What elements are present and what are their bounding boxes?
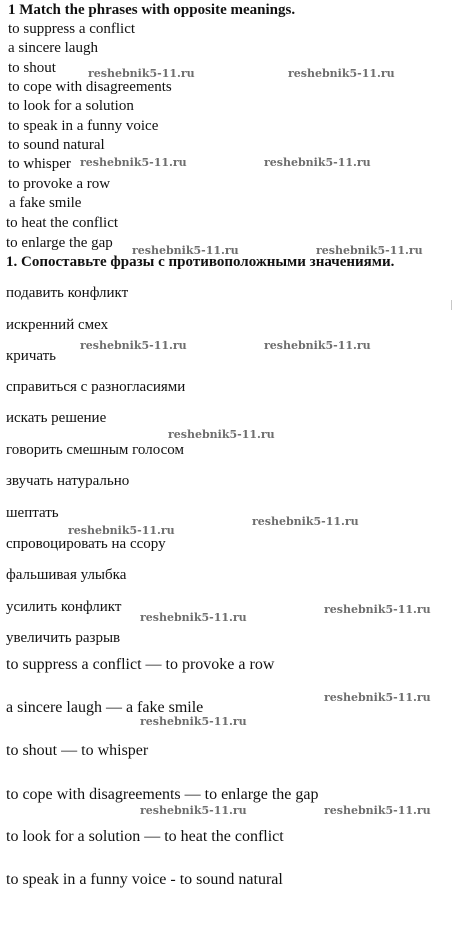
watermark: reshebnik5-11.ru (168, 428, 275, 441)
phrase-ru: говорить смешным голосом (6, 442, 184, 458)
watermark: reshebnik5-11.ru (288, 67, 395, 80)
phrase-ru: фальшивая улыбка (6, 567, 127, 583)
watermark: reshebnik5-11.ru (264, 339, 371, 352)
edge-tick-mark (451, 300, 452, 310)
watermark: reshebnik5-11.ru (316, 244, 423, 257)
phrase-en: to look for a solution (8, 98, 134, 114)
answer-pair: to look for a solution — to heat the conflict (6, 828, 284, 845)
watermark: reshebnik5-11.ru (140, 611, 247, 624)
phrase-ru: искать решение (6, 410, 107, 426)
watermark: reshebnik5-11.ru (324, 603, 431, 616)
phrase-en: to provoke a row (8, 176, 111, 192)
phrase-ru: кричать (6, 348, 57, 364)
watermark: reshebnik5-11.ru (140, 715, 247, 728)
watermark: reshebnik5-11.ru (88, 67, 195, 80)
answer-pair: to cope with disagreements — to enlarge the gap (6, 786, 319, 803)
phrase-en: to sound natural (8, 137, 105, 153)
phrase-ru: подавить конфликт (6, 285, 129, 301)
watermark: reshebnik5-11.ru (324, 691, 431, 704)
phrase-en: to enlarge the gap (6, 235, 113, 251)
phrase-en: to speak in a funny voice (8, 118, 159, 134)
exercise-heading-ru: 1. Сопоставьте фразы с противоположными значениями. (6, 254, 395, 270)
phrase-en: to whisper (8, 156, 71, 172)
phrase-en: a fake smile (9, 195, 82, 211)
phrase-ru: шептать (6, 505, 59, 521)
phrase-ru: спровоцировать на ссору (6, 536, 166, 552)
watermark: reshebnik5-11.ru (80, 339, 187, 352)
watermark: reshebnik5-11.ru (68, 524, 175, 537)
watermark: reshebnik5-11.ru (324, 804, 431, 817)
watermark: reshebnik5-11.ru (132, 244, 239, 257)
phrase-en: to suppress a conflict (8, 21, 136, 37)
phrase-en: to heat the conflict (6, 215, 119, 231)
watermark: reshebnik5-11.ru (264, 156, 371, 169)
answer-pair: to speak in a funny voice - to sound natural (6, 871, 283, 888)
phrase-ru: звучать натурально (6, 473, 130, 489)
answer-pair: to shout — to whisper (6, 742, 149, 759)
answer-pair: to suppress a conflict — to provoke a row (6, 656, 275, 673)
phrase-en: to cope with disagreements (8, 79, 172, 95)
exercise-heading-en: 1 Match the phrases with opposite meanings. (8, 2, 296, 18)
answer-pair: a sincere laugh — a fake smile (6, 699, 204, 716)
phrase-ru: усилить конфликт (6, 599, 122, 615)
watermark: reshebnik5-11.ru (140, 804, 247, 817)
phrase-en: to shout (8, 60, 56, 76)
phrase-ru: увеличить разрыв (6, 630, 121, 646)
phrase-ru: справиться с разногласиями (6, 379, 186, 395)
watermark: reshebnik5-11.ru (80, 156, 187, 169)
phrase-ru: искренний смех (6, 317, 109, 333)
phrase-en: a sincere laugh (8, 40, 98, 56)
watermark: reshebnik5-11.ru (252, 515, 359, 528)
